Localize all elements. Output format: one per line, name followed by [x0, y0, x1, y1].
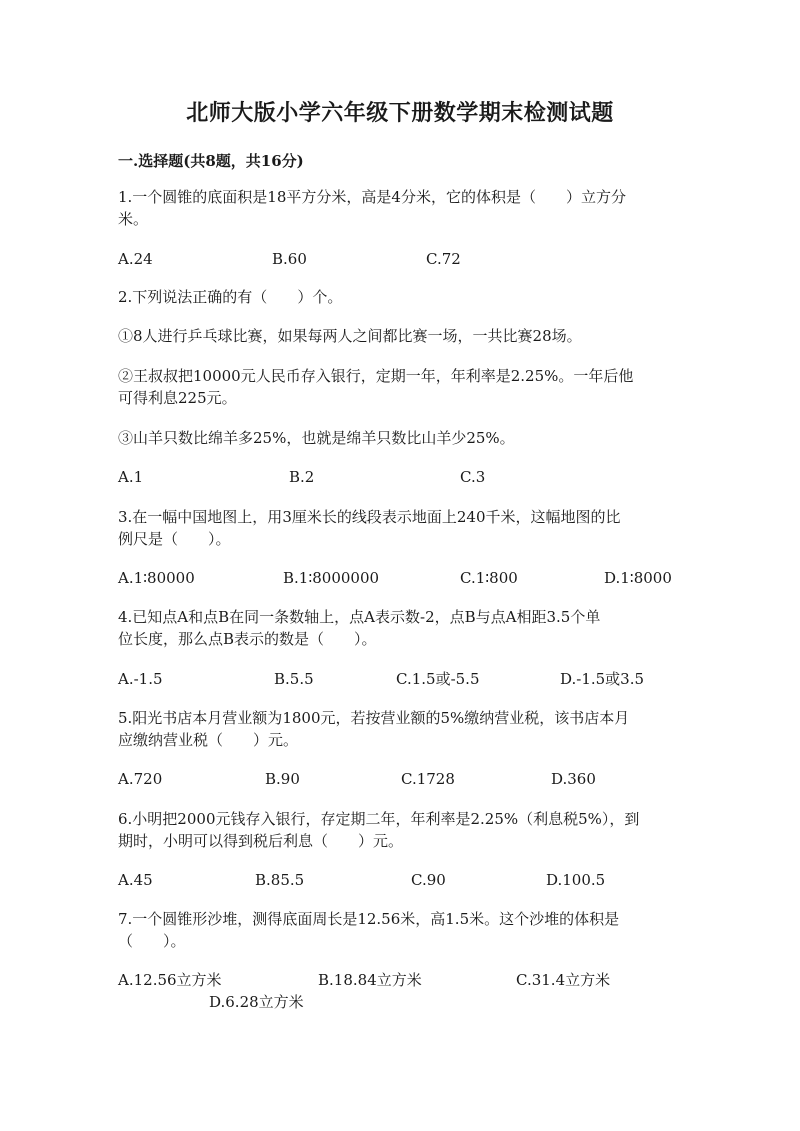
page-title: 北师大版小学六年级下册数学期末检测试题	[186, 100, 614, 126]
question-7-option-a: A.12.56立方米	[118, 971, 222, 989]
question-1-option-a: A.24	[118, 250, 153, 268]
question-1-text-line-1: 1.一个圆锥的底面积是18平方分米，高是4分米，它的体积是（ ）立方分	[118, 188, 626, 206]
question-2-option-b: B.2	[289, 468, 315, 486]
question-4-option-a: A.-1.5	[118, 670, 163, 688]
question-5-text-line-2: 应缴纳营业税（ ）元。	[118, 731, 299, 749]
question-3-option-b: B.1∶8000000	[283, 569, 380, 587]
question-3-text-line-1: 3.在一幅中国地图上，用3厘米长的线段表示地面上240千米，这幅地图的比	[118, 508, 621, 526]
question-7-text-line-1: 7.一个圆锥形沙堆，测得底面周长是12.56米，高1.5米。这个沙堆的体积是	[118, 910, 620, 928]
question-5-option-d: D.360	[551, 770, 596, 788]
question-2-statement-2-line-2: 可得利息225元。	[118, 389, 237, 407]
question-1-option-c: C.72	[426, 250, 461, 268]
question-4-option-c: C.1.5或-5.5	[396, 670, 480, 688]
question-2-option-a: A.1	[118, 468, 144, 486]
question-1-option-b: B.60	[272, 250, 307, 268]
question-7-option-b: B.18.84立方米	[318, 971, 422, 989]
question-3-option-c: C.1∶800	[460, 569, 518, 587]
question-2-option-c: C.3	[460, 468, 486, 486]
question-4-text-line-2: 位长度，那么点B表示的数是（ ）。	[118, 630, 377, 648]
question-4-text-line-1: 4.已知点A和点B在同一条数轴上，点A表示数-2，点B与点A相距3.5个单	[118, 608, 601, 626]
question-6-text-line-2: 期时，小明可以得到税后利息（ ）元。	[118, 832, 404, 850]
question-6-option-b: B.85.5	[255, 871, 305, 889]
question-7-text-line-2: （ ）。	[118, 932, 186, 950]
question-5-text-line-1: 5.阳光书店本月营业额为1800元，若按营业额的5%缴纳营业税，该书店本月	[118, 709, 630, 727]
section-heading: 一.选择题(共8题，共16分)	[118, 152, 304, 170]
question-1-text-line-2: 米。	[118, 210, 149, 228]
question-6-text-line-1: 6.小明把2000元钱存入银行，存定期二年，年利率是2.25%（利息税5%），到	[118, 810, 640, 828]
question-6-option-d: D.100.5	[546, 871, 606, 889]
question-7-option-d: D.6.28立方米	[209, 993, 304, 1011]
question-2-text: 2.下列说法正确的有（ ）个。	[118, 288, 343, 306]
question-3-text-line-2: 例尺是（ ）。	[118, 530, 231, 548]
question-5-option-a: A.720	[118, 770, 163, 788]
question-6-option-c: C.90	[411, 871, 446, 889]
question-3-option-a: A.1∶80000	[118, 569, 195, 587]
question-2-statement-1: ①8人进行乒乓球比赛，如果每两人之间都比赛一场，一共比赛28场。	[118, 327, 582, 345]
question-5-option-c: C.1728	[401, 770, 455, 788]
question-5-option-b: B.90	[265, 770, 300, 788]
question-3-option-d: D.1∶8000	[604, 569, 672, 587]
question-7-option-c: C.31.4立方米	[516, 971, 611, 989]
question-4-option-b: B.5.5	[274, 670, 314, 688]
question-2-statement-2-line-1: ②王叔叔把10000元人民币存入银行，定期一年，年利率是2.25%。一年后他	[118, 367, 634, 385]
question-6-option-a: A.45	[118, 871, 153, 889]
question-4-option-d: D.-1.5或3.5	[560, 670, 645, 688]
question-2-statement-3: ③山羊只数比绵羊多25%，也就是绵羊只数比山羊少25%。	[118, 429, 515, 447]
